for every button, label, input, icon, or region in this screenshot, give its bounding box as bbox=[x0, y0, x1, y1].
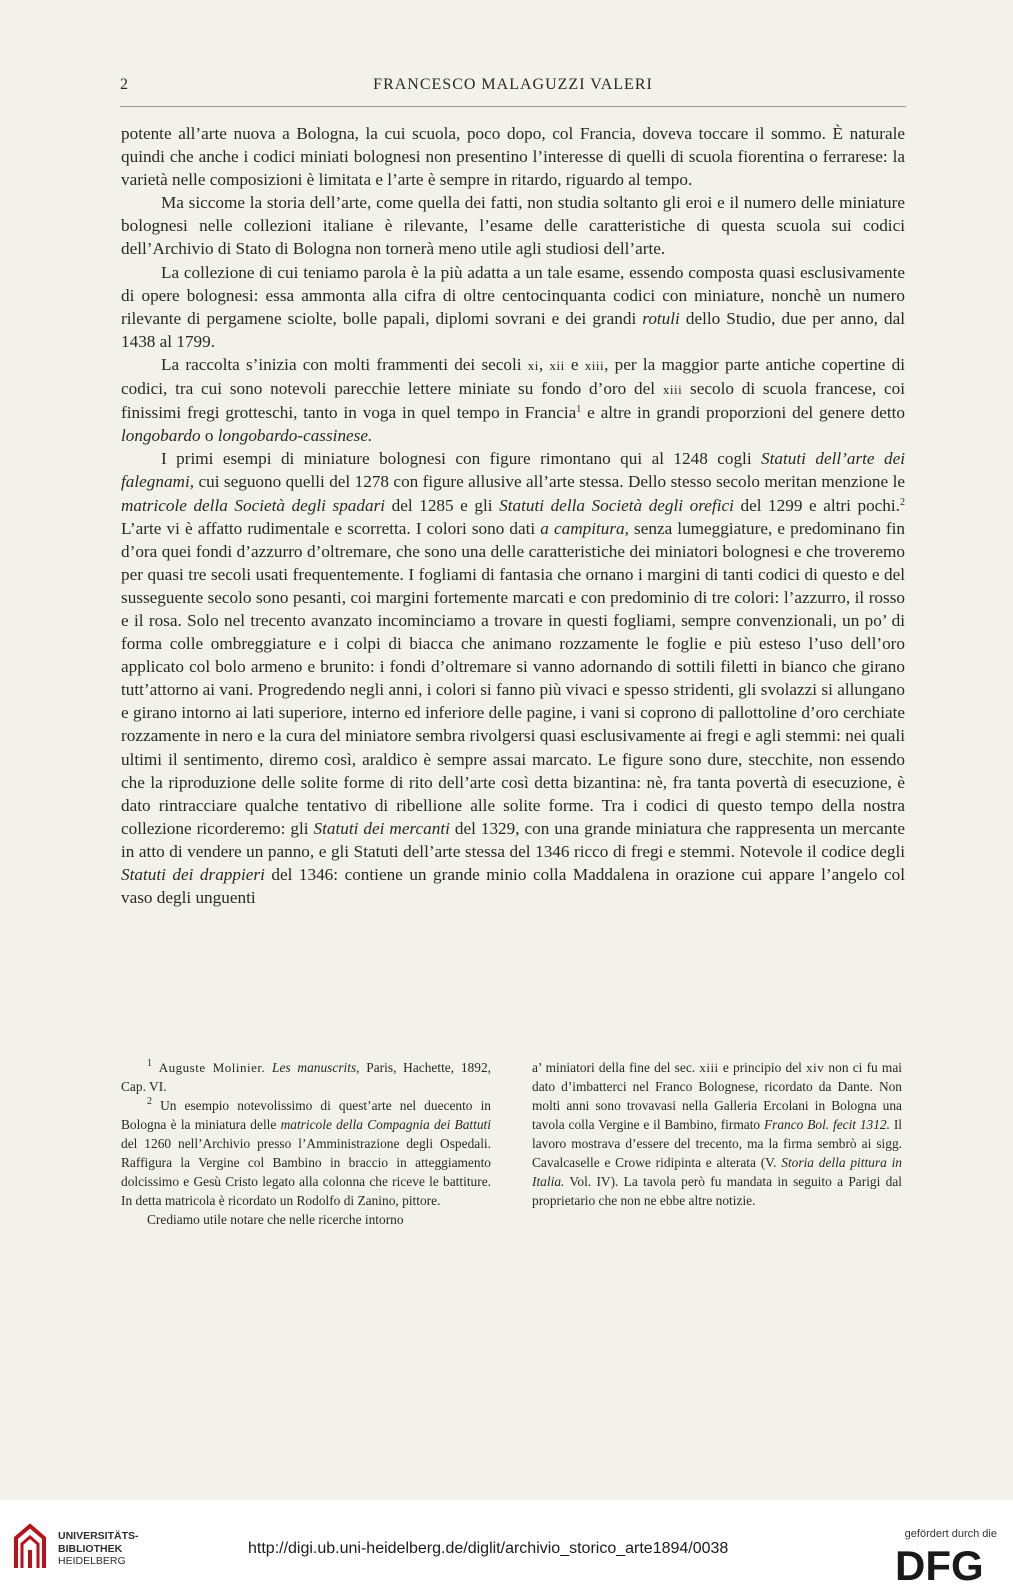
svg-text:DFG: DFG bbox=[895, 1544, 984, 1584]
running-head bbox=[120, 76, 906, 100]
footnote-ref-1[interactable]: 1 bbox=[576, 404, 582, 416]
paragraph-4: La raccolta s’inizia con molti frammenti dei secoli xi, xii e xiii, per la maggior parte antiche copertine di codici, tra cui sono notevoli parecchie lettere miniate su fondo d’oro del xiii secolo di scuola francese, coi finissimi fregi grotteschi, tanto in voga in quel tempo in Francia$^1$ e altre in grandi proporzioni del genere detto longobardo o longobardo-cassinese. bbox=[121, 354, 906, 446]
italic-term: a campitura, bbox=[540, 518, 629, 538]
roman-numeral: xii bbox=[549, 357, 565, 373]
body-text bbox=[121, 122, 905, 909]
italic-term: Statuti dei mercanti bbox=[313, 818, 450, 838]
footnote-2-continuation: a’ miniatori della fine del sec. xiii e principio del xiv non ci fu mai dato d’imbatterci nel Franco Bolognese, ricordato da Dante. Non molti anni sono trovavasi nella Galleria Ercolani in Bologna una tavola colla Vergine e il Bambino, firmato Franco Bol. fecit 1312. Il lavoro mostrava d’essere del trecento, ma la firma sembrò ai sigg. Cavalcaselle e Crowe ridipinta e alterata (V. Storia della pittura in Italia. Vol. IV). La tavola però fu mandata in seguito a Parigi dal proprietario che non ne ebbe altre notizie. bbox=[532, 1060, 903, 1208]
library-name: UNIVERSITÄTS- BIBLIOTHEK HEIDELBERG bbox=[58, 1530, 139, 1567]
funding-label: gefördert durch die bbox=[904, 1528, 997, 1540]
italic-term: rotuli bbox=[642, 308, 680, 328]
footnote-1: $^1$ Auguste Molinier. Les manuscrits, Paris, Hachette, 1892, Cap. VI. bbox=[121, 1058, 491, 1094]
roman-numeral: xi bbox=[527, 357, 539, 373]
italic-term: longobardo-cassinese. bbox=[217, 426, 373, 446]
running-title: FRANCESCO MALAGUZZI VALERI bbox=[373, 76, 653, 93]
heidelberg-library-logo-icon[interactable] bbox=[10, 1518, 50, 1574]
italic-term: longobardo bbox=[121, 426, 201, 446]
footnotes-right-column bbox=[532, 1058, 902, 1210]
dfg-logo-icon[interactable] bbox=[893, 1544, 999, 1584]
permalink-url[interactable]: http://digi.ub.uni-heidelberg.de/diglit/archivio_storico_arte1894/0038 bbox=[248, 1540, 729, 1557]
viewer-footer bbox=[0, 1500, 1013, 1591]
footnote-author: Auguste Molinier. bbox=[158, 1060, 266, 1075]
paragraph-2: Ma siccome la storia dell’arte, come quella dei fatti, non studia soltanto gli eroi e il numero delle miniature bolognesi nelle collezioni italiane è rilevante, l’esame delle caratteristiche di questa scuola sui codici dell’Archivio di Stato di Bologna non tornerà meno utile agli studiosi dell’arte. bbox=[121, 193, 905, 259]
paragraph-3: La collezione di cui teniamo parola è la più adatta a un tale esame, essendo composta quasi esclusivamente di opere bolognesi: essa ammonta alla cifra di oltre centocinquanta codici con miniature, nonchè un numero rilevante di pergamene sciolte, bolle papali, diplomi sovrani e dei grandi rotuli dello Studio, due per anno, dal 1438 al 1799. bbox=[121, 262, 906, 351]
footnote-2: $^2$ Un esempio notevolissimo di quest’arte nel duecento in Bologna è la miniatura delle matricole della Compagnia dei Battuti del 1260 nell’Archivio presso l’Amministrazione degli Ospedali. Raffigura la Vergine col Bambino in braccio in atteggiamento dolcissimo e Gesù Cristo legato alla colonna che riceve le battiture. In detta matricola è ricordato un Rodolfo di Zanino, pittore. bbox=[121, 1096, 492, 1208]
footnotes-left-column bbox=[121, 1058, 491, 1229]
italic-term: matricole della Società degli spadari bbox=[121, 495, 386, 515]
italic-term: Statuti della Società degli orefici bbox=[499, 495, 734, 515]
footnote-ref-2[interactable]: 2 bbox=[899, 496, 905, 508]
header-rule bbox=[120, 106, 906, 107]
italic-term: Statuti dell’arte dei falegnami, bbox=[121, 449, 905, 492]
italic-term: Statuti dei drappieri bbox=[121, 865, 265, 884]
page-number: 2 bbox=[120, 76, 129, 93]
footnote-2-continued: Crediamo utile notare che nelle ricerche intorno bbox=[147, 1212, 404, 1227]
paragraph-5: I primi esempi di miniature bolognesi con figure rimontano qui al 1248 cogli Statuti dell’arte dei falegnami, cui seguono quelli del 1278 con figure allusive all’arte stessa. Dello stesso secolo meritan menzione le matricole della Società degli spadari del 1285 e gli Statuti della Società degli orefici del 1299 e altri pochi.$^2$ L’arte vi è affatto rudimentale e scorretta. I colori sono dati a campitura, senza lumeggiature, e predominano fin d’ora quei fondi d’azzurro d’oltremare, che sono una delle caratteristiche dei miniatori bolognesi e che troveremo per quasi tre secoli usati frequentemente. I fogliami di fantasia che ornano i margini di tanti codici di questo e del susseguente secolo sono pesanti, coi margini fortemente marcati e con predominio di tre colori: l’azzurro, il rosso e il rosa. Solo nel trecento avanzato incominciamo a trovare in questi fogliami, sempre convenzionali, un po’ di forma colle ombreggiature e i colpi di biacca che animano rozzamente le foglie e più esteso l’uso dell’oro applicato col bolo armeno e brunito: i fondi d’oltremare si vanno adornando di sottili filetti in bianco che girano tutt’attorno ai vani. Progredendo negli anni, i colori si fanno più vivaci e spesso stridenti, gli svolazzi si allungano e girano intorno ai lati superiore, interno ed inferiore delle pagine, i vani si coprono di pallottoline d’oro cerchiate rozzamente in nero e la cura del miniatore sembra rivolgersi quasi esclusivamente ai fregi e agli stemmi: nei quali ultimi il sentimento, diremo così, araldico è sempre assai marcato. Le figure sono dure, stecchite, non essendo che la riproduzione delle solite forme di rito dell’arte così detta bizantina: nè, fra tanta povertà di esecuzione, è dato rintracciare qualche tentativo di ribellione alle solite forme. Tra i codici di questo tempo della nostra collezione ricorderemo: gli Statuti dei mercanti del 1329, con una grande miniatura che rappresenta un mercante in atto di vendere un panno, e gli Statuti dell’arte stessa del 1346 ricco di fregi e stemmi. Notevole il codice degli Statuti dei drappieri del 1346: contiene un grande minio colla Maddalena in orazione cui appare l’angelo col vaso degli unguenti bbox=[121, 449, 906, 908]
roman-numeral: xiii bbox=[662, 382, 683, 398]
paragraph-1: potente all’arte nuova a Bologna, la cui scuola, poco dopo, col Francia, doveva toccare il sommo. È naturale quindi che anche i codici miniati bolognesi non presentino l’interesse di quelli di scuola fiorentina o ferrarese: la varietà nelle composizioni è limitata e l’arte è sempre in ritardo, riguardo al tempo. bbox=[121, 124, 905, 190]
roman-numeral: xiii bbox=[584, 357, 605, 373]
